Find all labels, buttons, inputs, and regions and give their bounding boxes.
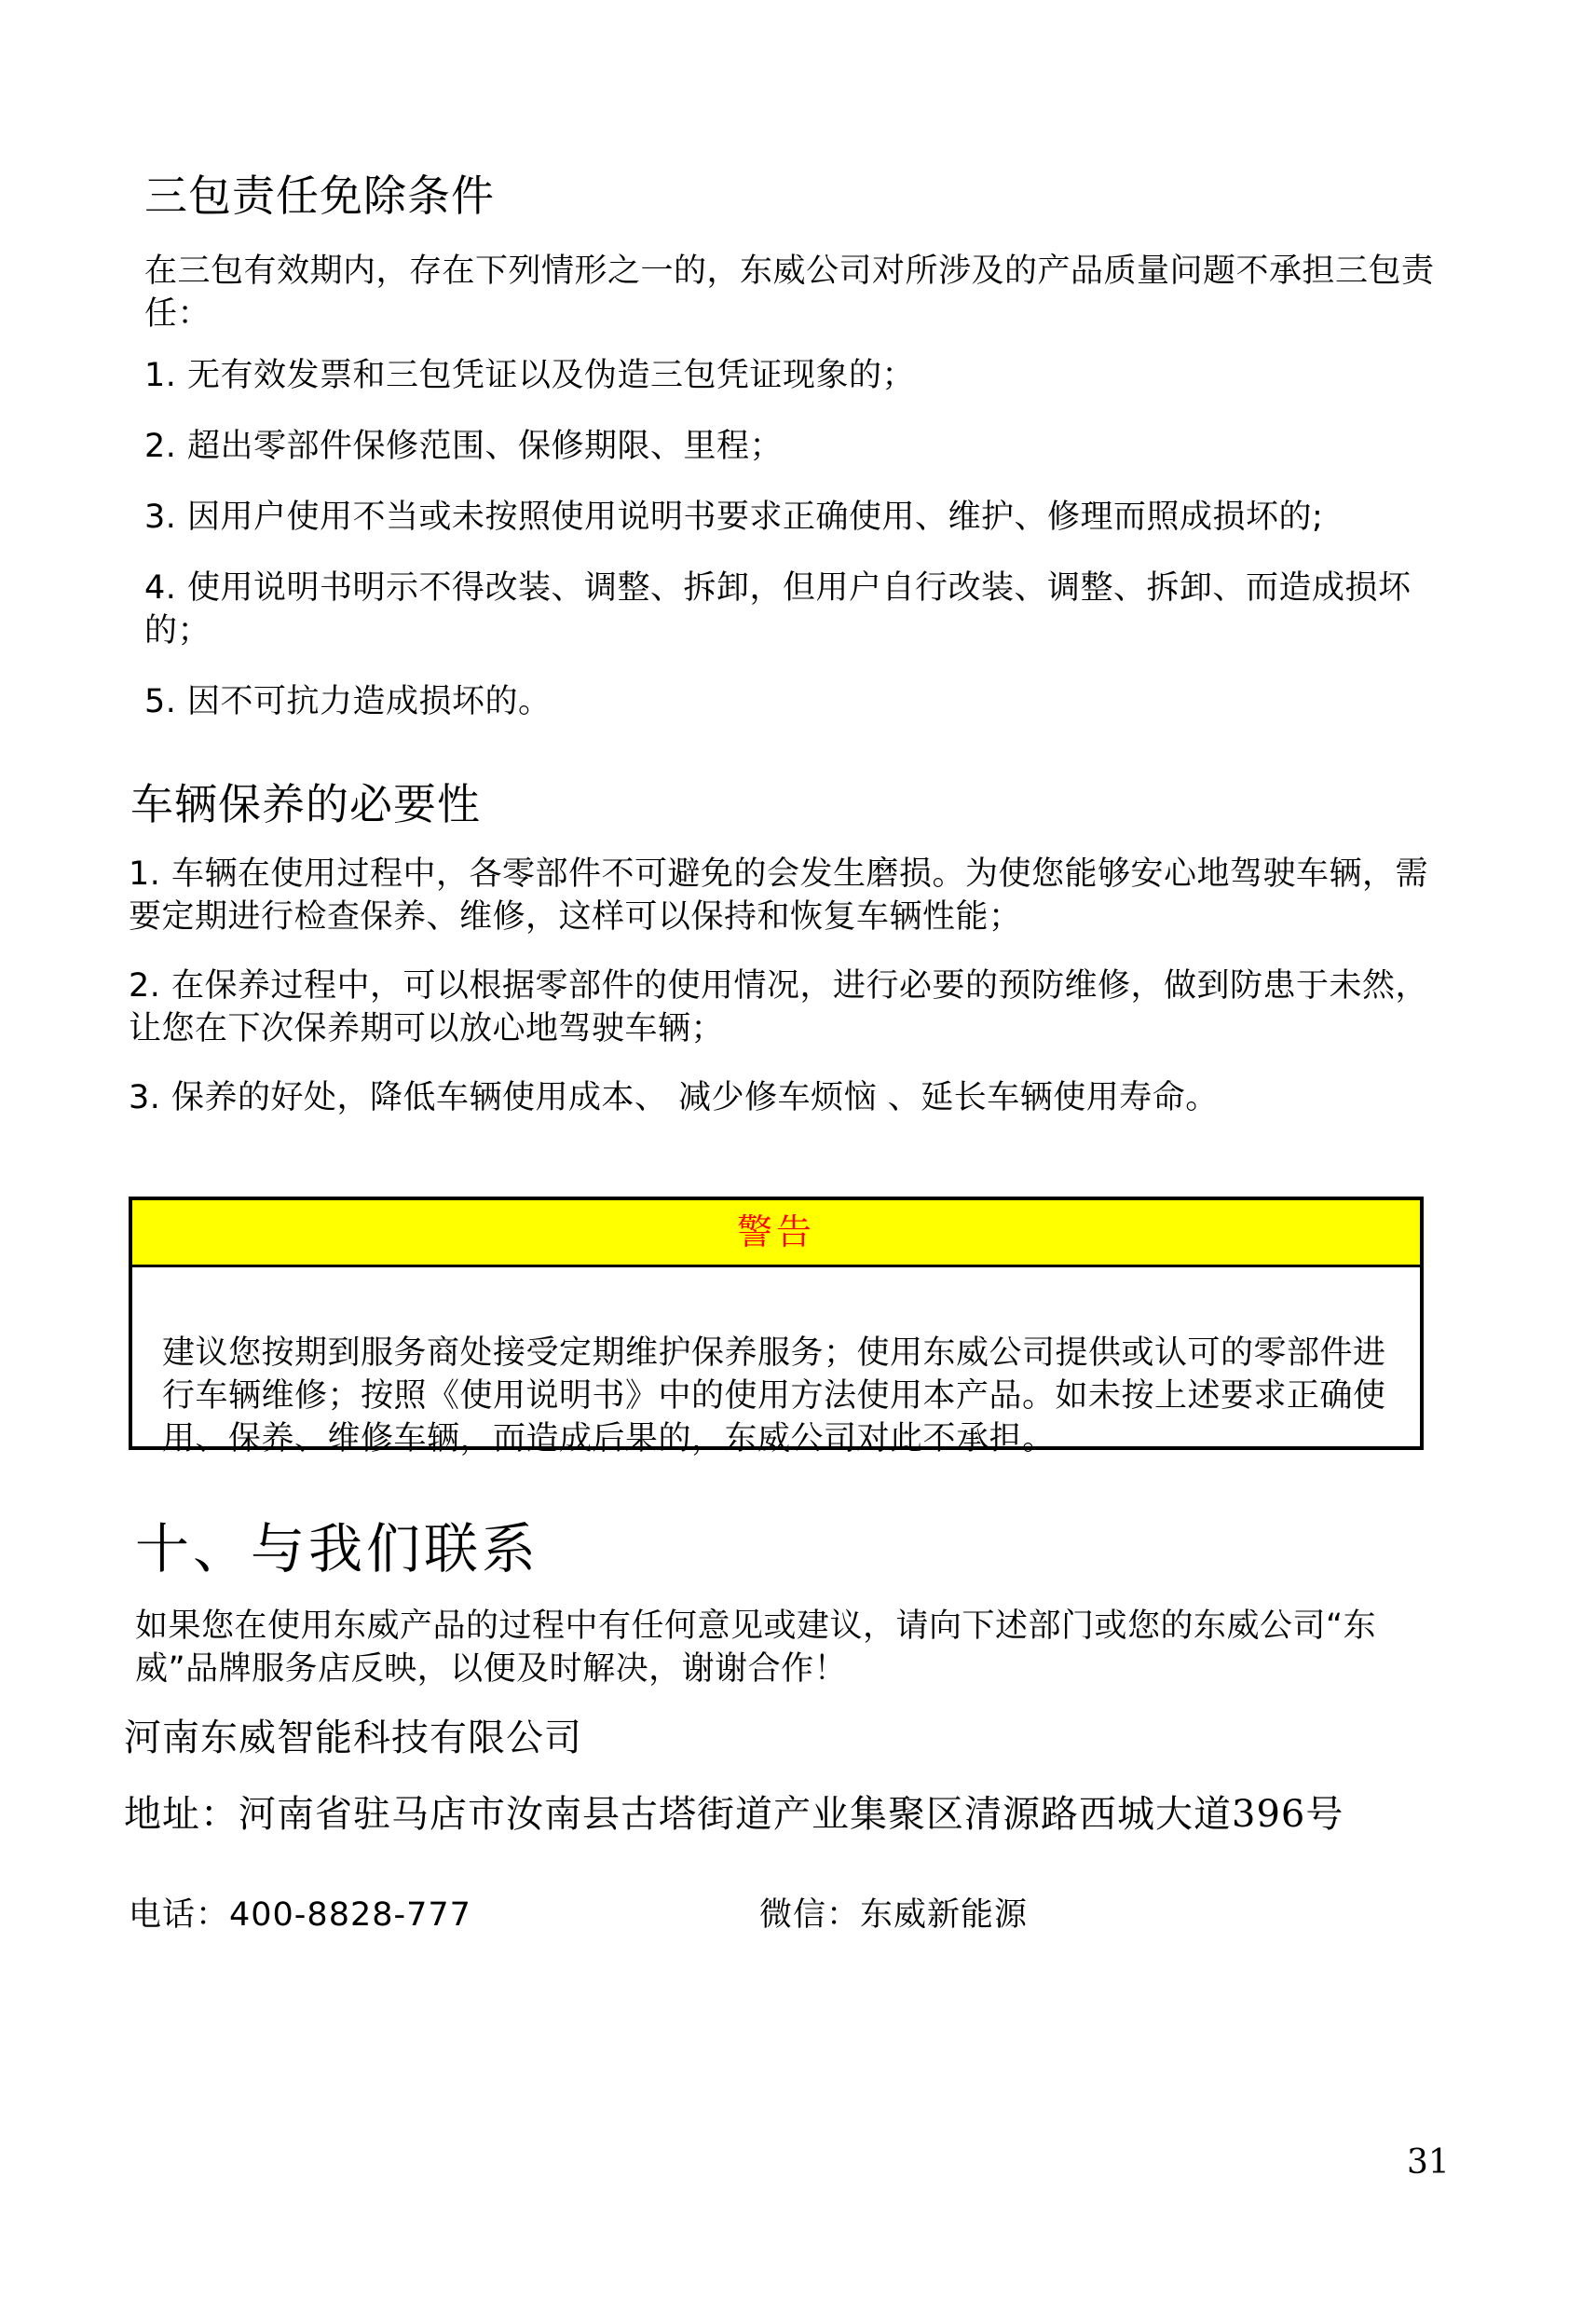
company-address: 地址：河南省驻马店市汝南县古塔街道产业集聚区清源路西城大道396号 bbox=[124, 1793, 1344, 1836]
exemption-item: 3. 因用户使用不当或未按照使用说明书要求正确使用、维护、修理而照成损坏的; bbox=[144, 499, 1324, 536]
warning-body: 建议您按期到服务商处接受定期维护保养服务；使用东威公司提供或认可的零部件进行车辆维修；按照《使用说明书》中的使用方法使用本产品。如未按上述要求正确使用、保养、维修车辆，而造成后果的，东威公司对此不承担。 bbox=[162, 1334, 1386, 1457]
section-title-exemption: 三包责任免除条件 bbox=[144, 171, 495, 221]
maintenance-item: 2. 在保养过程中，可以根据零部件的使用情况，进行必要的预防维修，做到防患于未然，让您在下次保养期可以放心地驾驶车辆； bbox=[129, 967, 1429, 1047]
wechat-account: 微信：东威新能源 bbox=[759, 1896, 1029, 1934]
exemption-item: 2. 超出零部件保修范围、保修期限、里程； bbox=[144, 428, 784, 465]
section-title-maintenance: 车辆保养的必要性 bbox=[130, 779, 481, 829]
exemption-intro: 在三包有效期内，存在下列情形之一的，东威公司对所涉及的产品质量问题不承担三包责任： bbox=[144, 253, 1435, 333]
exemption-item: 1. 无有效发票和三包凭证以及伪造三包凭证现象的； bbox=[144, 357, 916, 394]
warning-title: 警告 bbox=[736, 1211, 815, 1252]
maintenance-item: 3. 保养的好处，降低车辆使用成本、 减少修车烦恼 、延长车辆使用寿命。 bbox=[129, 1079, 1219, 1116]
company-name: 河南东威智能科技有限公司 bbox=[124, 1717, 582, 1759]
exemption-item: 5. 因不可抗力造成损坏的。 bbox=[144, 683, 552, 720]
section-title-contact: 十、与我们联系 bbox=[135, 1517, 540, 1580]
warning-box bbox=[129, 1197, 1424, 1457]
page-number: 31 bbox=[1407, 2143, 1450, 2182]
contact-intro: 如果您在使用东威产品的过程中有任何意见或建议，请向下述部门或您的东威公司“东威”品牌服务店反映，以便及时解决，谢谢合作！ bbox=[135, 1607, 1377, 1688]
phone-number: 电话：400-8828-777 bbox=[129, 1896, 471, 1934]
maintenance-item: 1. 车辆在使用过程中，各零部件不可避免的会发生磨损。为使您能够安心地驾驶车辆，需要定期进行检查保养、维修，这样可以保持和恢复车辆性能； bbox=[129, 855, 1429, 936]
warning-header bbox=[132, 1200, 1420, 1267]
exemption-item: 4. 使用说明书明示不得改装、调整、拆卸，但用户自行改装、调整、拆卸、而造成损坏的； bbox=[144, 569, 1412, 650]
